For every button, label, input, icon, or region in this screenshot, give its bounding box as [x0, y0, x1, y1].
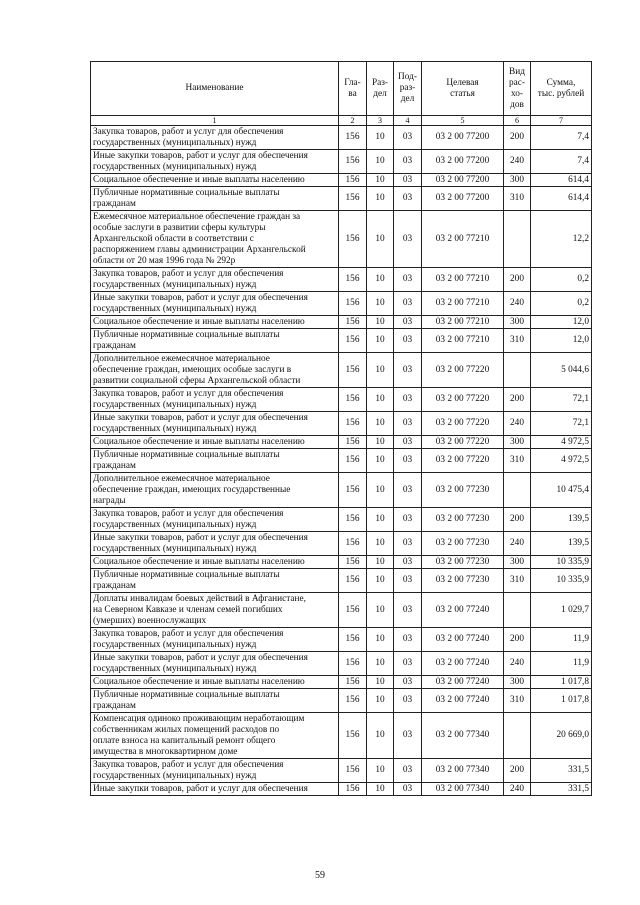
table-row: [91, 569, 592, 593]
table-row: [91, 436, 592, 449]
cell-summa: 614,4: [531, 174, 592, 187]
cell-statya: 03 2 00 77240: [422, 689, 504, 713]
table-row: [91, 268, 592, 292]
cell-summa: 12,2: [531, 211, 592, 268]
cell-summa: 11,9: [531, 652, 592, 676]
cell-summa: 4 972,5: [531, 449, 592, 473]
cell-podrazdel: 03: [394, 569, 422, 593]
column-number: 7: [531, 116, 592, 126]
cell-razdel: 10: [367, 412, 394, 436]
cell-glava: 156: [339, 126, 367, 150]
cell-razdel: 10: [367, 150, 394, 174]
cell-name: Иные закупки товаров, работ и услуг для обеспечения государственных (муниципальных) нужд: [91, 532, 339, 556]
table-row: [91, 187, 592, 211]
cell-summa: 12,0: [531, 316, 592, 329]
cell-podrazdel: 03: [394, 783, 422, 796]
table-row: [91, 316, 592, 329]
table-row: [91, 676, 592, 689]
cell-summa: 72,1: [531, 412, 592, 436]
table-row: [91, 508, 592, 532]
cell-statya: 03 2 00 77240: [422, 676, 504, 689]
cell-podrazdel: 03: [394, 628, 422, 652]
cell-podrazdel: 03: [394, 713, 422, 759]
cell-name: Социальное обеспечение и иные выплаты населению: [91, 316, 339, 329]
column-number: 5: [422, 116, 504, 126]
cell-podrazdel: 03: [394, 593, 422, 628]
cell-vid: 240: [504, 412, 531, 436]
table-row: [91, 628, 592, 652]
cell-podrazdel: 03: [394, 126, 422, 150]
cell-vid: 310: [504, 449, 531, 473]
table-row: [91, 412, 592, 436]
cell-vid: 200: [504, 268, 531, 292]
cell-razdel: 10: [367, 211, 394, 268]
cell-podrazdel: 03: [394, 292, 422, 316]
cell-razdel: 10: [367, 353, 394, 388]
cell-statya: 03 2 00 77240: [422, 628, 504, 652]
cell-razdel: 10: [367, 593, 394, 628]
cell-glava: 156: [339, 628, 367, 652]
cell-name: Социальное обеспечение и иные выплаты населению: [91, 676, 339, 689]
cell-podrazdel: 03: [394, 532, 422, 556]
cell-vid: [504, 593, 531, 628]
cell-razdel: 10: [367, 329, 394, 353]
cell-glava: 156: [339, 689, 367, 713]
cell-razdel: 10: [367, 508, 394, 532]
cell-razdel: 10: [367, 316, 394, 329]
cell-razdel: 10: [367, 436, 394, 449]
page-number: 59: [315, 870, 325, 881]
column-number: 1: [91, 116, 339, 126]
cell-summa: 11,9: [531, 628, 592, 652]
cell-razdel: 10: [367, 187, 394, 211]
cell-glava: 156: [339, 556, 367, 569]
cell-glava: 156: [339, 593, 367, 628]
cell-glava: 156: [339, 713, 367, 759]
column-number: 3: [367, 116, 394, 126]
cell-glava: 156: [339, 436, 367, 449]
table-header-row: [91, 62, 592, 116]
cell-podrazdel: 03: [394, 436, 422, 449]
cell-summa: 7,4: [531, 150, 592, 174]
cell-vid: 200: [504, 628, 531, 652]
cell-summa: 10 475,4: [531, 473, 592, 508]
cell-name: Закупка товаров, работ и услуг для обеспечения государственных (муниципальных) нужд: [91, 126, 339, 150]
cell-podrazdel: 03: [394, 473, 422, 508]
cell-statya: 03 2 00 77240: [422, 652, 504, 676]
cell-podrazdel: 03: [394, 689, 422, 713]
cell-glava: 156: [339, 783, 367, 796]
cell-summa: 7,4: [531, 126, 592, 150]
cell-vid: 200: [504, 759, 531, 783]
column-number: 2: [339, 116, 367, 126]
header-vid: Вид рас- хо- дов: [504, 62, 531, 116]
cell-name: Ежемесячное материальное обеспечение граждан за особые заслуги в развитии сферы культуры Архангельской области в соответствии с распоряжением главы администрации Архангельской области от 20 мая 1996 года № 292р: [91, 211, 339, 268]
table-body: [91, 126, 592, 796]
cell-razdel: 10: [367, 174, 394, 187]
cell-podrazdel: 03: [394, 353, 422, 388]
cell-statya: 03 2 00 77340: [422, 783, 504, 796]
cell-razdel: 10: [367, 532, 394, 556]
cell-vid: 310: [504, 689, 531, 713]
cell-podrazdel: 03: [394, 316, 422, 329]
cell-podrazdel: 03: [394, 412, 422, 436]
cell-glava: 156: [339, 532, 367, 556]
cell-glava: 156: [339, 353, 367, 388]
cell-razdel: 10: [367, 126, 394, 150]
cell-razdel: 10: [367, 388, 394, 412]
cell-podrazdel: 03: [394, 508, 422, 532]
cell-razdel: 10: [367, 556, 394, 569]
cell-summa: 5 044,6: [531, 353, 592, 388]
cell-razdel: 10: [367, 759, 394, 783]
cell-glava: 156: [339, 473, 367, 508]
cell-summa: 10 335,9: [531, 569, 592, 593]
cell-summa: 72,1: [531, 388, 592, 412]
cell-summa: 331,5: [531, 759, 592, 783]
cell-glava: 156: [339, 268, 367, 292]
cell-razdel: 10: [367, 449, 394, 473]
cell-glava: 156: [339, 150, 367, 174]
cell-vid: 200: [504, 388, 531, 412]
cell-vid: [504, 211, 531, 268]
header-statya: Целевая статья: [422, 62, 504, 116]
cell-statya: 03 2 00 77210: [422, 316, 504, 329]
cell-razdel: 10: [367, 473, 394, 508]
table-row: [91, 150, 592, 174]
cell-podrazdel: 03: [394, 187, 422, 211]
cell-vid: 300: [504, 174, 531, 187]
cell-statya: 03 2 00 77210: [422, 329, 504, 353]
cell-statya: 03 2 00 77200: [422, 187, 504, 211]
cell-name: Публичные нормативные социальные выплаты гражданам: [91, 449, 339, 473]
cell-summa: 0,2: [531, 292, 592, 316]
cell-glava: 156: [339, 508, 367, 532]
cell-name: Компенсация одиноко проживающим неработающим собственникам жилых помещений расходов по оплате взноса на капитальный ремонт общего имущества в многоквартирном доме: [91, 713, 339, 759]
cell-vid: 310: [504, 569, 531, 593]
cell-podrazdel: 03: [394, 174, 422, 187]
cell-summa: 1 017,8: [531, 676, 592, 689]
cell-statya: 03 2 00 77340: [422, 713, 504, 759]
cell-name: Закупка товаров, работ и услуг для обеспечения государственных (муниципальных) нужд: [91, 508, 339, 532]
cell-summa: 139,5: [531, 508, 592, 532]
header-name: Наименование: [91, 62, 339, 116]
cell-statya: 03 2 00 77230: [422, 556, 504, 569]
cell-vid: 240: [504, 783, 531, 796]
cell-name: Дополнительное ежемесячное материальное обеспечение граждан, имеющих особые заслуги в развитии социальной сферы Архангельской области: [91, 353, 339, 388]
table-row: [91, 473, 592, 508]
cell-vid: 240: [504, 532, 531, 556]
cell-statya: 03 2 00 77210: [422, 292, 504, 316]
cell-statya: 03 2 00 77210: [422, 211, 504, 268]
cell-statya: 03 2 00 77220: [422, 412, 504, 436]
cell-name: Публичные нормативные социальные выплаты гражданам: [91, 689, 339, 713]
cell-vid: 240: [504, 150, 531, 174]
cell-vid: [504, 713, 531, 759]
cell-name: Иные закупки товаров, работ и услуг для обеспечения государственных (муниципальных) нужд: [91, 652, 339, 676]
cell-summa: 139,5: [531, 532, 592, 556]
cell-podrazdel: 03: [394, 759, 422, 783]
cell-statya: 03 2 00 77220: [422, 353, 504, 388]
cell-statya: 03 2 00 77220: [422, 388, 504, 412]
cell-podrazdel: 03: [394, 329, 422, 353]
cell-summa: 614,4: [531, 187, 592, 211]
cell-glava: 156: [339, 174, 367, 187]
cell-statya: 03 2 00 77240: [422, 593, 504, 628]
cell-name: Социальное обеспечение и иные выплаты населению: [91, 436, 339, 449]
cell-vid: 300: [504, 556, 531, 569]
column-number: 6: [504, 116, 531, 126]
cell-name: Иные закупки товаров, работ и услуг для обеспечения государственных (муниципальных) нужд: [91, 412, 339, 436]
table-row: [91, 713, 592, 759]
cell-summa: 0,2: [531, 268, 592, 292]
cell-vid: 300: [504, 316, 531, 329]
cell-statya: 03 2 00 77230: [422, 569, 504, 593]
table-row: [91, 593, 592, 628]
cell-podrazdel: 03: [394, 388, 422, 412]
cell-glava: 156: [339, 449, 367, 473]
table-row: [91, 783, 592, 796]
cell-summa: 20 669,0: [531, 713, 592, 759]
cell-glava: 156: [339, 676, 367, 689]
cell-name: Социальное обеспечение и иные выплаты населению: [91, 174, 339, 187]
cell-vid: [504, 473, 531, 508]
cell-vid: 200: [504, 126, 531, 150]
cell-podrazdel: 03: [394, 268, 422, 292]
cell-glava: 156: [339, 211, 367, 268]
cell-statya: 03 2 00 77220: [422, 436, 504, 449]
cell-statya: 03 2 00 77220: [422, 449, 504, 473]
cell-glava: 156: [339, 652, 367, 676]
cell-name: Закупка товаров, работ и услуг для обеспечения государственных (муниципальных) нужд: [91, 388, 339, 412]
cell-glava: 156: [339, 759, 367, 783]
cell-podrazdel: 03: [394, 652, 422, 676]
cell-razdel: 10: [367, 652, 394, 676]
header-razdel: Раз- дел: [367, 62, 394, 116]
column-number: 4: [394, 116, 422, 126]
cell-vid: 240: [504, 652, 531, 676]
table-row: [91, 532, 592, 556]
table-row: [91, 211, 592, 268]
header-podrazdel: Под- раз- дел: [394, 62, 422, 116]
cell-summa: 4 972,5: [531, 436, 592, 449]
cell-glava: 156: [339, 388, 367, 412]
cell-podrazdel: 03: [394, 556, 422, 569]
cell-podrazdel: 03: [394, 211, 422, 268]
cell-summa: 1 017,8: [531, 689, 592, 713]
table-row: [91, 759, 592, 783]
cell-statya: 03 2 00 77200: [422, 150, 504, 174]
cell-name: Дополнительное ежемесячное материальное обеспечение граждан, имеющих государственные награды: [91, 473, 339, 508]
table-row: [91, 689, 592, 713]
cell-statya: 03 2 00 77200: [422, 174, 504, 187]
header-glava: Гла- ва: [339, 62, 367, 116]
cell-summa: 1 029,7: [531, 593, 592, 628]
cell-name: Закупка товаров, работ и услуг для обеспечения государственных (муниципальных) нужд: [91, 268, 339, 292]
cell-summa: 10 335,9: [531, 556, 592, 569]
cell-statya: 03 2 00 77200: [422, 126, 504, 150]
cell-glava: 156: [339, 316, 367, 329]
cell-name: Закупка товаров, работ и услуг для обеспечения государственных (муниципальных) нужд: [91, 759, 339, 783]
cell-glava: 156: [339, 292, 367, 316]
cell-name: Закупка товаров, работ и услуг для обеспечения государственных (муниципальных) нужд: [91, 628, 339, 652]
cell-statya: 03 2 00 77230: [422, 532, 504, 556]
cell-podrazdel: 03: [394, 676, 422, 689]
cell-statya: 03 2 00 77230: [422, 473, 504, 508]
cell-razdel: 10: [367, 268, 394, 292]
cell-name: Иные закупки товаров, работ и услуг для обеспечения государственных (муниципальных) нужд: [91, 150, 339, 174]
cell-vid: 310: [504, 187, 531, 211]
cell-summa: 12,0: [531, 329, 592, 353]
table-row: [91, 329, 592, 353]
header-summa: Сумма, тыс. рублей: [531, 62, 592, 116]
cell-statya: 03 2 00 77210: [422, 268, 504, 292]
cell-name: Публичные нормативные социальные выплаты гражданам: [91, 329, 339, 353]
cell-razdel: 10: [367, 569, 394, 593]
cell-vid: 240: [504, 292, 531, 316]
cell-statya: 03 2 00 77230: [422, 508, 504, 532]
cell-summa: 331,5: [531, 783, 592, 796]
cell-podrazdel: 03: [394, 449, 422, 473]
cell-razdel: 10: [367, 628, 394, 652]
cell-vid: [504, 353, 531, 388]
table-row: [91, 556, 592, 569]
cell-glava: 156: [339, 329, 367, 353]
table-row: [91, 353, 592, 388]
cell-razdel: 10: [367, 713, 394, 759]
cell-vid: 300: [504, 676, 531, 689]
cell-name: Публичные нормативные социальные выплаты гражданам: [91, 187, 339, 211]
cell-vid: 200: [504, 508, 531, 532]
cell-statya: 03 2 00 77340: [422, 759, 504, 783]
table-row: [91, 126, 592, 150]
table-row: [91, 292, 592, 316]
cell-razdel: 10: [367, 676, 394, 689]
budget-table: [90, 61, 592, 796]
table-row: [91, 449, 592, 473]
table-row: [91, 388, 592, 412]
cell-name: Иные закупки товаров, работ и услуг для обеспечения государственных (муниципальных) нужд: [91, 292, 339, 316]
table-row: [91, 174, 592, 187]
cell-name: Доплаты инвалидам боевых действий в Афганистане, на Северном Кавказе и членам семей погибших (умерших) военнослужащих: [91, 593, 339, 628]
table-row: [91, 652, 592, 676]
cell-glava: 156: [339, 412, 367, 436]
column-number-row: [91, 116, 592, 126]
cell-name: Иные закупки товаров, работ и услуг для обеспечения: [91, 783, 339, 796]
cell-vid: 310: [504, 329, 531, 353]
cell-razdel: 10: [367, 783, 394, 796]
cell-razdel: 10: [367, 292, 394, 316]
cell-name: Публичные нормативные социальные выплаты гражданам: [91, 569, 339, 593]
cell-name: Социальное обеспечение и иные выплаты населению: [91, 556, 339, 569]
cell-glava: 156: [339, 187, 367, 211]
cell-razdel: 10: [367, 689, 394, 713]
cell-vid: 300: [504, 436, 531, 449]
cell-glava: 156: [339, 569, 367, 593]
cell-podrazdel: 03: [394, 150, 422, 174]
